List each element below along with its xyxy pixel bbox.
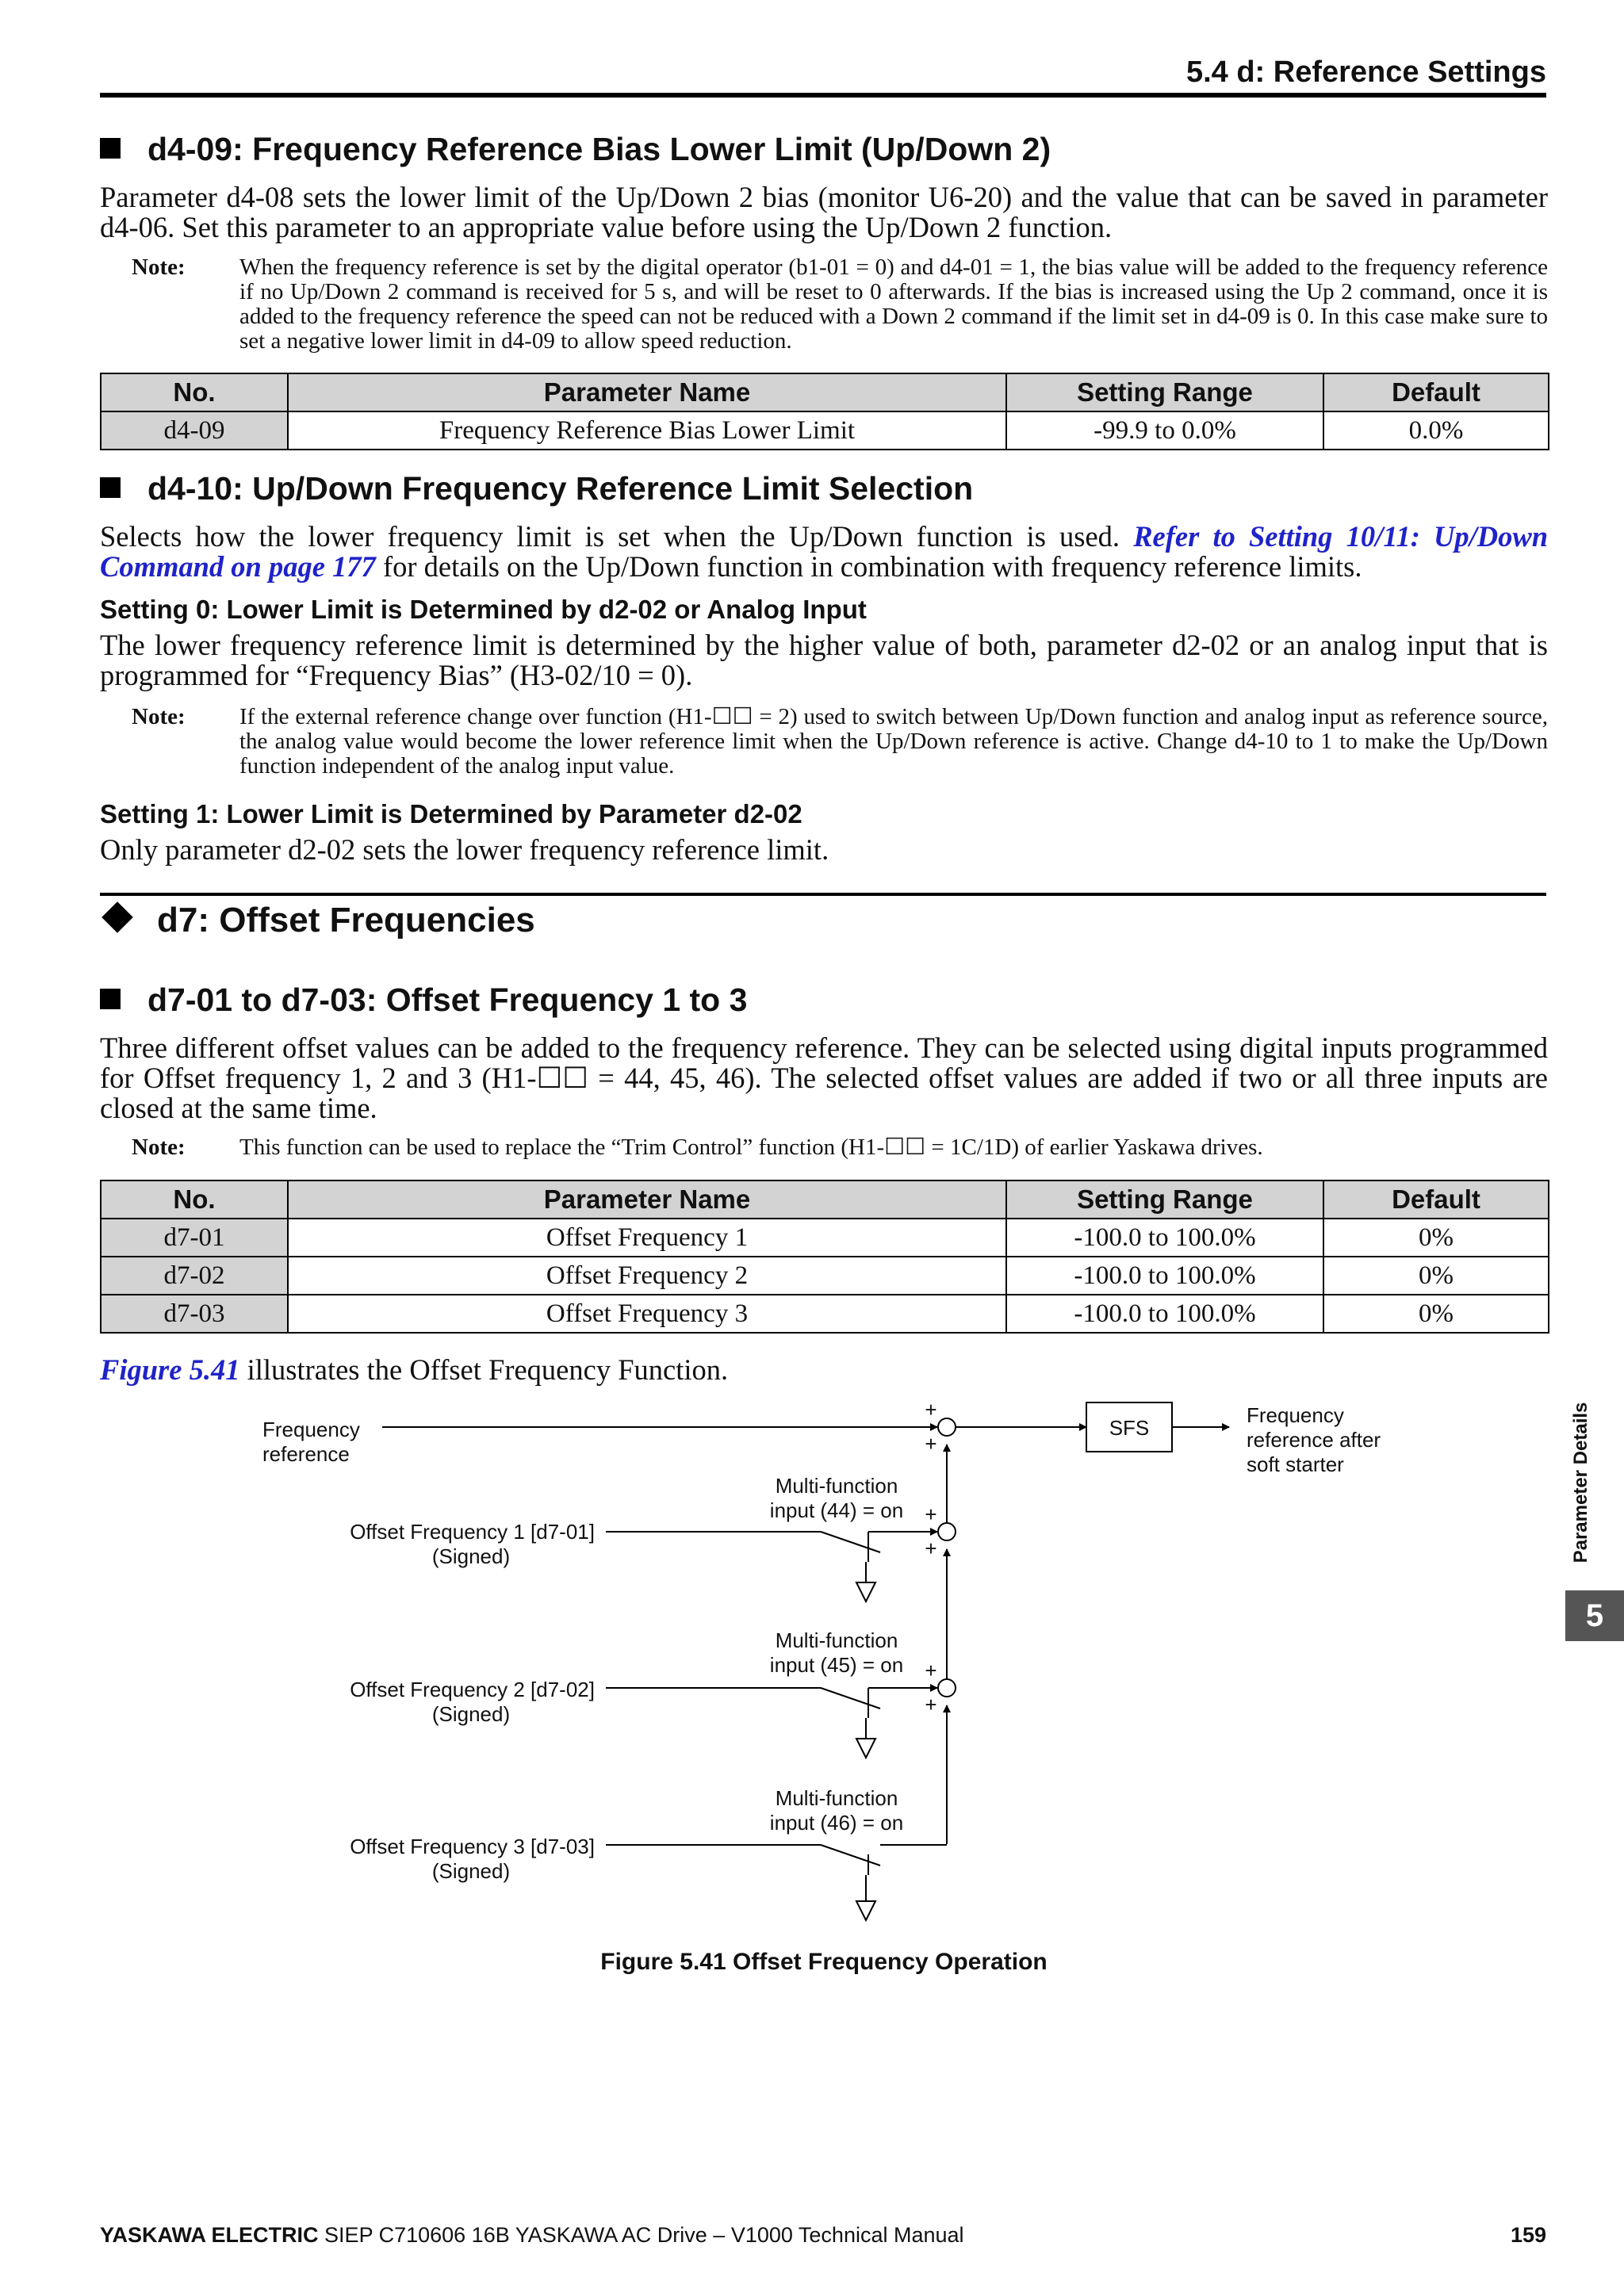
figure-link[interactable]: Figure 5.41 xyxy=(100,1353,240,1386)
table-header: Default xyxy=(1323,1181,1549,1219)
table-header: No. xyxy=(101,373,288,411)
output-label: reference after xyxy=(1247,1428,1381,1452)
note-text: When the frequency reference is set by the digital operator (b1-01 = 0) and d4-01 = 1, the bias value will be added to the frequency reference if no Up/Down 2 command is received for 5 s, and will be reset to 0 afterwards. If the bias is increased using the Up 2 command, once it is added to the frequency reference the speed can not be reduced with a Down 2 command if the limit set in d4-09 is 0. In this case make sure to set a negative lower limit in d4-09 to allow speed reduction. xyxy=(239,254,1548,354)
table-header: No. xyxy=(101,1181,288,1219)
offset-label: Offset Frequency 2 [d7-02] xyxy=(350,1678,595,1701)
table-header: Parameter Name xyxy=(288,373,1006,411)
setting-0-heading: Setting 0: Lower Limit is Determined by d2-02 or Analog Input xyxy=(100,595,867,624)
cross-reference-link[interactable]: Refer to Setting 10/11: Up/Down Command on page 177 xyxy=(100,520,1548,583)
setting-1-heading: Setting 1: Lower Limit is Determined by Parameter d2-02 xyxy=(100,799,802,828)
output-label: Frequency xyxy=(1247,1403,1344,1427)
table-cell: d7-02 xyxy=(101,1257,288,1295)
plus-sign: + xyxy=(925,1659,937,1682)
table-cell: 0% xyxy=(1323,1219,1549,1257)
heading-text: d4-10: Up/Down Frequency Reference Limit Selection xyxy=(147,470,974,507)
side-tab-label xyxy=(1565,1395,1597,1570)
signed-label: (Signed) xyxy=(431,1859,511,1883)
switch-3-contact xyxy=(821,1845,880,1866)
signed-label: (Signed) xyxy=(431,1544,511,1568)
table-header: Parameter Name xyxy=(288,1181,1006,1219)
table-cell: -100.0 to 100.0% xyxy=(1006,1295,1323,1333)
table-cell: d4-09 xyxy=(101,411,288,450)
mf-input-label: Multi-function xyxy=(775,1628,898,1652)
side-tab-text: Parameter Details xyxy=(1570,1402,1591,1563)
mf-input-label: input (44) = on xyxy=(769,1498,904,1522)
table-cell: Offset Frequency 2 xyxy=(288,1257,1006,1295)
setting-1-body: Only parameter d2-02 sets the lower frequency reference limit. xyxy=(100,833,829,866)
setting-0-body: The lower frequency reference limit is determined by the higher value of both, parameter d2-02 or an analog input that is programmed for “Frequency Bias” (H3-02/10 = 0). xyxy=(100,629,1548,691)
d4-09-body: Parameter d4-08 sets the lower limit of the Up/Down 2 bias (monitor U6-20) and the value that can be saved in parameter d4-06. Set this parameter to an appropriate value before using the Up/Down 2 function. xyxy=(100,181,1548,243)
signed-label: (Signed) xyxy=(431,1702,511,1726)
summing-junction-1 xyxy=(938,1418,956,1436)
plus-sign: + xyxy=(925,1536,937,1560)
offset-label: Offset Frequency 1 [d7-01] xyxy=(350,1520,595,1544)
heading-text: d7-01 to d7-03: Offset Frequency 1 to 3 xyxy=(147,982,748,1018)
mf-input-label: input (46) = on xyxy=(769,1811,904,1835)
freq-ref-label: reference xyxy=(262,1442,350,1466)
table-cell: 0% xyxy=(1323,1257,1549,1295)
table-cell: -100.0 to 100.0% xyxy=(1006,1219,1323,1257)
page-header-title: 5.4 d: Reference Settings xyxy=(1185,55,1546,89)
mf-input-label: input (45) = on xyxy=(769,1653,904,1677)
note-label: Note: xyxy=(132,1135,186,1160)
table-cell: Offset Frequency 1 xyxy=(288,1219,1006,1257)
plus-sign: + xyxy=(925,1693,937,1716)
offset-label: Offset Frequency 3 [d7-03] xyxy=(350,1835,595,1858)
ground-2-icon xyxy=(856,1739,875,1758)
table-cell: Offset Frequency 3 xyxy=(288,1295,1006,1333)
mf-input-label: Multi-function xyxy=(775,1474,898,1498)
page-number: 159 xyxy=(1510,2223,1546,2247)
note-text: If the external reference change over function (H1-☐☐ = 2) used to switch between Up/Down function and analog input as reference source, the analog value would become the lower reference limit when the Up/Down reference is active. Change d4-10 to 1 to make the Up/Down function independent of the analog input value. xyxy=(239,704,1548,779)
summing-junction-2 xyxy=(938,1523,956,1540)
d7-body: Three different offset values can be added to the frequency reference. They can be selected using digital inputs programmed for Offset frequency 1, 2 and 3 (H1-☐☐ = 44, 45, 46). The selected offset values are added if two or all three inputs are closed at the same time. xyxy=(100,1031,1548,1124)
mf-input-label: Multi-function xyxy=(775,1786,898,1810)
sfs-label: SFS xyxy=(1109,1416,1150,1440)
table-header: Default xyxy=(1323,373,1549,411)
table-cell: Frequency Reference Bias Lower Limit xyxy=(288,411,1006,450)
footer-doc xyxy=(100,2223,964,2248)
table-cell: d7-03 xyxy=(101,1295,288,1333)
heading-text: d4-09: Frequency Reference Bias Lower Limit (Up/Down 2) xyxy=(147,131,1051,167)
body-text: Selects how the lower frequency limit is set when the Up/Down function is used. xyxy=(100,520,1134,553)
figure-caption: Figure 5.41 Offset Frequency Operation xyxy=(600,1949,1048,1975)
plus-sign: + xyxy=(925,1432,937,1456)
table-header: Setting Range xyxy=(1006,1181,1323,1219)
table-cell: -100.0 to 100.0% xyxy=(1006,1257,1323,1295)
switch-1-contact xyxy=(821,1532,880,1552)
freq-ref-label: Frequency xyxy=(262,1418,360,1441)
body-text: for details on the Up/Down function in combination with frequency reference limits. xyxy=(375,550,1362,583)
table-header: Setting Range xyxy=(1006,373,1323,411)
table-cell: 0% xyxy=(1323,1295,1549,1333)
note-label: Note: xyxy=(132,704,186,729)
table-cell: -99.9 to 0.0% xyxy=(1006,411,1323,450)
plus-sign: + xyxy=(925,1502,937,1526)
body-text: illustrates the Offset Frequency Function. xyxy=(239,1353,729,1386)
switch-2-contact xyxy=(821,1688,880,1709)
plus-sign: + xyxy=(925,1398,937,1422)
ground-1-icon xyxy=(856,1582,875,1601)
chapter-tab-number: 5 xyxy=(1565,1590,1624,1641)
table-cell: d7-01 xyxy=(101,1219,288,1257)
output-label: soft starter xyxy=(1247,1452,1344,1476)
table-cell: 0.0% xyxy=(1323,411,1549,450)
footer-doc-title: SIEP C710606 16B YASKAWA AC Drive – V1000 Technical Manual xyxy=(318,2223,964,2247)
ground-3-icon xyxy=(856,1901,875,1920)
note-text: This function can be used to replace the “Trim Control” function (H1-☐☐ = 1C/1D) of earlier Yaskawa drives. xyxy=(239,1135,1263,1160)
heading-text: d7: Offset Frequencies xyxy=(157,901,535,939)
summing-junction-3 xyxy=(938,1679,956,1697)
note-label: Note: xyxy=(132,254,186,280)
footer-brand: YASKAWA ELECTRIC xyxy=(100,2223,319,2247)
